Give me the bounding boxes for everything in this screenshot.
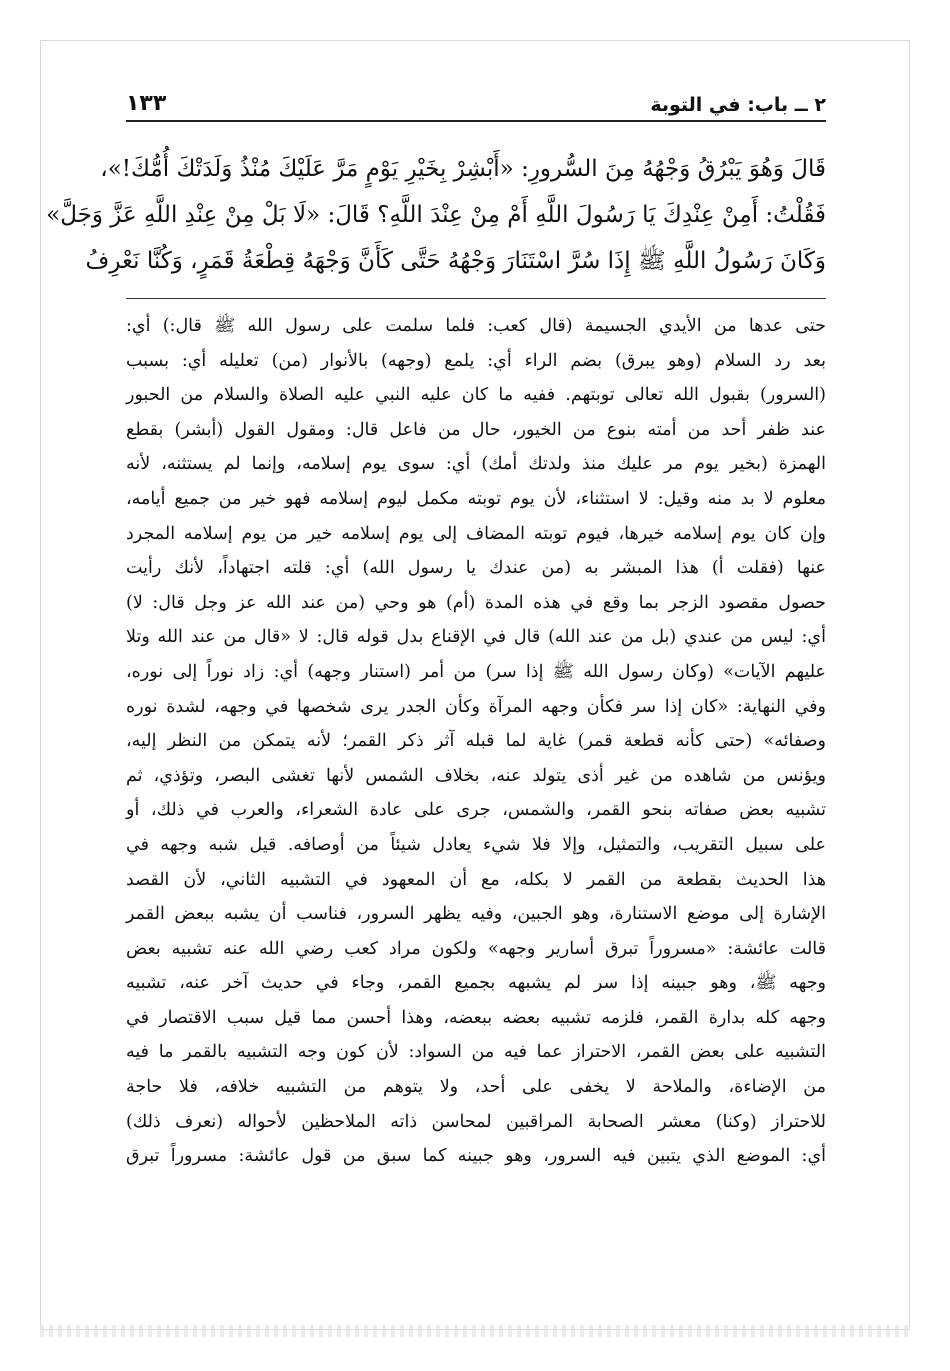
commentary-line: حصول مقصود الزجر بما وقع في هذه المدة (أم) هو وحي (من عند الله عز وجل قال: لا) [126,592,826,613]
commentary-line: للاحتراز (وكنا) معشر الصحابة المراقبين لمحاسن ذاته الملاحظين لأحواله (نعرف ذلك) [126,1111,826,1132]
commentary-line: عليهم الآيات» (وكان رسول الله ﷺ إذا سر) من أمر (استنار وجهه) أي: زاد نوراً إلى نوره، [126,661,826,682]
commentary-line: الهمزة (بخير يوم مر عليك منذ ولدتك أمك) أي: سوى يوم إسلامه، وإنما لم يستثنه، لأنه [126,454,826,475]
commentary-line: على سبيل التقريب، والتمثيل، وإلا فلا شيء يعادل شيئاً من أوصافه. قيل شبه وجهه في [126,834,826,855]
commentary-line: (السرور) بقبول الله تعالى توبتهم. ففيه ما كان عليه النبي عليه الصلاة والسلام من الحبور [126,385,826,406]
commentary-line: وجهه كله بدارة القمر، فلزمه تشبيه بعضه ببعضه، وهذا أحسن مما قيل سبب الاقتصار في [126,1007,826,1028]
commentary-line: تشبيه بعض صفاته بنحو القمر، والشمس، جرى على عادة الشعراء، والعرب في ذلك، أو [126,800,826,821]
commentary-line: أي: الموضع الذي يتبين فيه السرور، وهو جبينه كما سبق من قول عائشة: مسروراً تبرق [126,1146,826,1167]
commentary-line: وصفائه» (حتى كأنه قطعة قمر) غاية لما قبله آثر ذكر القمر؛ لأنه يتمكن من النظر إليه، [126,731,826,752]
commentary-line: قالت عائشة: «مسروراً تبرق أسارير وجهه» ولكون مراد كعب رضي الله عنه تشبيه بعض [126,938,826,959]
commentary-text [126,309,826,1174]
commentary-line: حتى عدها من الأيدي الجسيمة (قال كعب: فلما سلمت على رسول الله ﷺ قال:) أي: [126,316,826,336]
commentary-line: عند ظفر أحد من أمته بنوع من الخيور، حال من فاعل قال: ومقول القول (أبشر) بقطع [126,419,826,440]
commentary-line: وجهه ﷺ، وهو جبينه إذا سر لم يشبهه بجميع القمر، وجاء في حديث آخر عنه، تشبيه [126,973,826,994]
commentary-line: هذا الحديث بقطعة من القمر لا بكله، مع أن المعهود في التشبيه الثاني، لأن القصد [126,869,826,890]
page-number: ١٣٣ [126,91,167,116]
commentary-line: بعد رد السلام (وهو يبرق) بضم الراء أي: يلمع (وجهه) بالأنوار (من) تعليله أي: بسبب [126,350,826,371]
commentary-line: معلوم لا بد منه وقيل: لا استثناء، لأن يوم توبته مكمل ليوم إسلامه فهو خير من جميع أيامه، [126,488,826,509]
book-page [46,80,826,1260]
commentary-line: الإشارة إلى موضع الاستنارة، وهو الجبين، وفيه يظهر السرور، فناسب أن يشبه ببعض القمر [126,904,826,925]
commentary-line: التشبيه على بعض القمر، الاحتراز عما فيه من السواد: لأن كون وجه التشبيه بالقمر ما فيه [126,1042,826,1063]
section-divider [126,298,826,299]
commentary-line: ويؤنس من شاهده من غير أذى يتولد عنه، بخلاف الشمس لأنها تغشى البصر، وتؤذي، ثم [126,765,826,786]
hadith-text [46,146,826,284]
commentary-line: عنها (فقلت أ) هذا المبشر به (من عندك يا رسول الله) أي: قلته اجتهاداً، لأنك رأيت [126,558,826,579]
bottom-ornament-border [40,1325,910,1337]
hadith-line: وَكَانَ رَسُولُ اللَّهِ ﷺ إِذَا سُرَّ اسْتَنَارَ وَجْهُهُ حَتَّى كَأَنَّ وَجْهَهُ قِطْعَةُ قَمَرٍ، وَكُنَّا نَعْرِفُ [85,248,826,274]
running-header [126,80,826,122]
commentary-line: وفي النهاية: «كان إذا سر فكأن وجهه المرآة وكأن الجدر يرى شخصها في وجهه، لشدة نوره [126,696,826,717]
hadith-line: فَقُلْتُ: أَمِنْ عِنْدِكَ يَا رَسُولَ اللَّهِ أَمْ مِنْ عِنْدَ اللَّهِ؟ قَالَ: «لَا بَلْ مِنْ عِنْدِ اللَّهِ عَزَّ وَجَلَّ» [46,202,826,228]
commentary-line: من الإضاءة، والملاحة لا يخفى على أحد، ولا يتوهم من التشبيه خلافه، فلا حاجة [126,1077,826,1098]
commentary-line: أي: ليس من عندي (بل من عند الله) قال في الإقناع بدل قوله قال: لا «قال من عند الله وتلا [126,627,826,648]
commentary-line: وإن كان يوم إسلامه خيرها، فيوم توبته المضاف إلى يوم إسلامه خير من يوم إسلامه المجرد [126,523,826,544]
chapter-title: ٢ ــ باب: في التوبة [650,94,826,116]
hadith-line: قَالَ وَهُوَ يَبْرُقُ وَجْهُهُ مِنَ السُّرورِ: «أَبْشِرْ بِخَيْرِ يَوْمٍ مَرَّ عَلَيْكَ مُنْذُ وَلَدَتْكَ أُمُّكَ!»، [100,156,826,182]
